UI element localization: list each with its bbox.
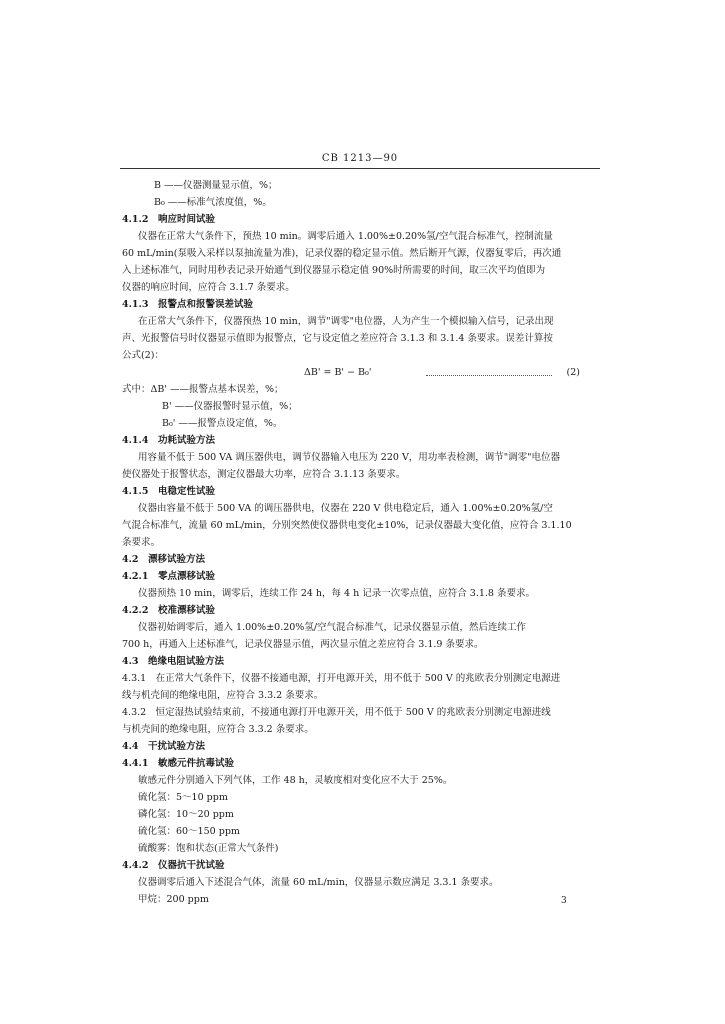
text-line: 仪器在正常大气条件下，预热 10 min。调零后通入 1.00%±0.20%氢/空气混合标准气，控制流量	[138, 231, 553, 242]
text-line: 与机壳间的绝缘电阻，应符合 3.3.2 条要求。	[122, 724, 314, 735]
text-line: 仪器调零后通入下述混合气体，流量 60 mL/min，仪器显示数应满足 3.3.1 条要求。	[138, 877, 499, 888]
text-line: 使仪器处于报警状态，测定仪器最大功率，应符合 3.1.13 条要求。	[122, 469, 406, 480]
text-line: 式中：ΔB' ——报警点基本误差，%；	[122, 384, 284, 395]
page-header	[120, 152, 600, 169]
text-line: 仪器的响应时间，应符合 3.1.7 条要求。	[122, 282, 295, 293]
text-line: B ——仪器测量显示值，%；	[154, 180, 278, 191]
section-heading: 4.2.1 零点漂移试验	[122, 571, 215, 582]
section-heading: 4.4.2 仪器抗干扰试验	[122, 860, 225, 871]
text-line: 甲烷：200 ppm	[138, 894, 209, 905]
text-line: 在正常大气条件下，仪器预热 10 min，调节"调零"电位器，人为产生一个模拟输入信号，记录出现	[138, 316, 554, 327]
text-line: 磷化氢：10～20 ppm	[138, 809, 234, 820]
text-line: 4.3.2 恒定湿热试验结束前，不接通电源打开电源开关，用不低于 500 V 的兆欧表分别测定电源进线	[122, 707, 551, 718]
text-line: B' ——仪器报警时显示值，%；	[162, 401, 298, 412]
section-heading: 4.1.5 电稳定性试验	[122, 486, 215, 497]
text-line: 硫化氢：5～10 ppm	[138, 792, 228, 803]
text-line: 硫酸雾：饱和状态(正常大气条件)	[138, 843, 279, 854]
text-line: 仪器预热 10 min，调零后，连续工作 24 h，每 4 h 记录一次零点值，应符合 3.1.8 条要求。	[138, 588, 535, 599]
section-heading: 4.1.3 报警点和报警误差试验	[122, 299, 253, 310]
text-line: 声、光报警信号时仪器显示值即为报警点，它与设定值之差应符合 3.1.3 和 3.1.4 条要求。误差计算按	[122, 333, 553, 344]
text-line: 700 h，再通入上述标准气，记录仪器显示值，两次显示值之差应符合 3.1.9 条要求。	[122, 639, 484, 650]
text-line: 用容量不低于 500 VA 调压器供电，调节仪器输入电压为 220 V，用功率表检测，调节"调零"电位器	[138, 452, 561, 463]
formula-number: (2)	[566, 367, 580, 378]
text-line: 敏感元件分别通入下列气体，工作 48 h，灵敏度相对变化应不大于 25%。	[138, 775, 453, 786]
text-line: 仪器由容量不低于 500 VA 的调压器供电，仪器在 220 V 供电稳定后，通入 1.00%±0.20%氢/空	[138, 503, 553, 514]
section-heading: 4.2.2 校准漂移试验	[122, 605, 215, 616]
leader-dots	[426, 369, 552, 376]
text-line: 硫化氢：60～150 ppm	[138, 826, 240, 837]
text-line: 4.3.1 在正常大气条件下，仪器不接通电源，打开电源开关，用不低于 500 V 的兆欧表分别测定电源进	[122, 673, 561, 684]
section-heading: 4.1.4 功耗试验方法	[122, 435, 215, 446]
section-heading: 4.4.1 敏感元件抗毒试验	[122, 758, 234, 769]
text-line: 60 mL/min(泵吸入采样以泵抽流量为准)，记录仪器的稳定显示值。然后断开气源，仪器复零后，再次通	[122, 248, 562, 259]
standard-code: CB 1213—90	[321, 153, 399, 164]
text-line: 线与机壳间的绝缘电阻，应符合 3.3.2 条要求。	[122, 690, 324, 701]
section-heading: 4.3 绝缘电阻试验方法	[122, 656, 225, 667]
formula-line	[122, 364, 580, 381]
text-line: 条要求。	[122, 537, 161, 548]
text-line: B₀' ——报警点设定值，%。	[162, 418, 283, 429]
text-line: 公式(2)：	[122, 350, 164, 361]
text-line: 入上述标准气，同时用秒表记录开始通气到仪器显示稳定值 90%时所需要的时间，取三次平均值即为	[122, 265, 546, 276]
formula-expression: ΔB' = B' − B₀'	[304, 367, 372, 378]
text-line: B₀ ——标准气浓度值，%。	[154, 197, 272, 208]
text-line: 气混合标准气，流量 60 mL/min，分别突然使仪器供电变化±10%，记录仪器最大变化值，应符合 3.1.10	[122, 520, 572, 531]
section-heading: 4.2 漂移试验方法	[122, 554, 206, 565]
section-heading: 4.4 干扰试验方法	[122, 741, 206, 752]
page-number: 3	[561, 896, 567, 906]
document-body	[122, 177, 580, 908]
section-heading: 4.1.2 响应时间试验	[122, 214, 215, 225]
text-line: 仪器初始调零后，通入 1.00%±0.20%氢/空气混合标准气，记录仪器显示值，然后连续工作	[138, 622, 527, 633]
